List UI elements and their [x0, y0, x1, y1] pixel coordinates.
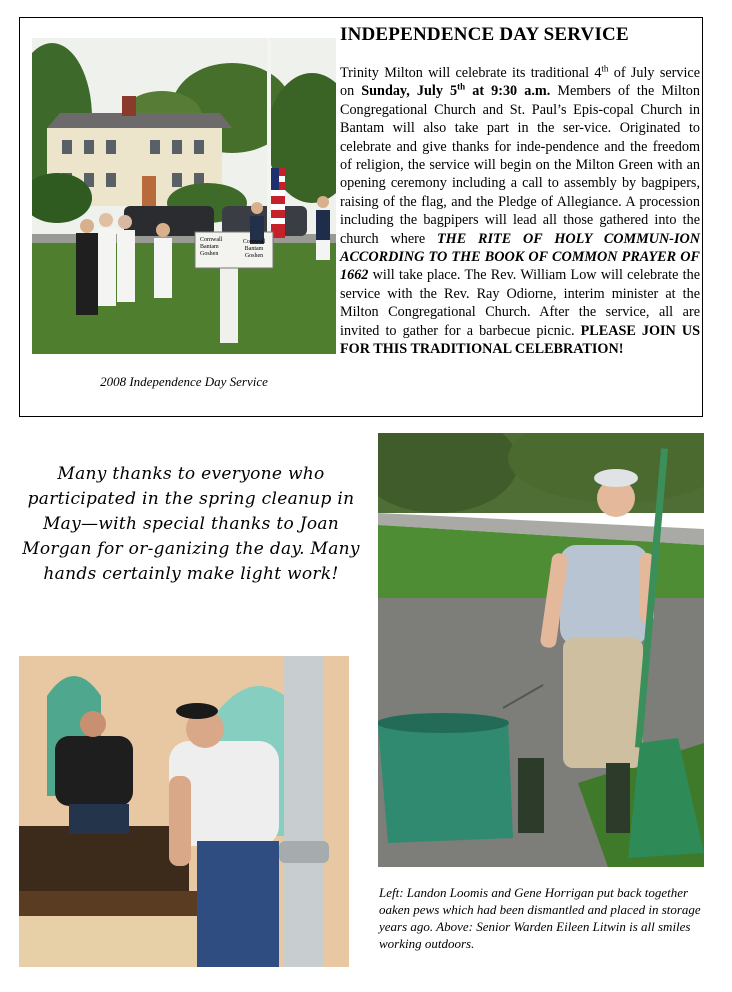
- sign-left-label: Bantam: [200, 244, 219, 250]
- pews-photo: [19, 656, 349, 967]
- sign-label: Cornwall: [242, 239, 266, 245]
- rite-title: THE RITE OF HOLY COMMUN-ION ACCORDING TO THE BOOK OF COMMON PRAYER OF 1662: [340, 230, 700, 284]
- photo-caption: 2008 Independence Day Service: [100, 374, 268, 389]
- photo-caption: Left: Landon Loomis and Gene Horrigan put back together oaken pews which had been dismantled and placed in storage years ago. Above: Senior Warden Eileen Litwin is all smiles working outdoors.: [379, 885, 701, 951]
- body-text: Trinity Milton will celebrate its traditional 4: [340, 65, 602, 81]
- sign-left-column: [200, 237, 223, 258]
- thanks-note: Many thanks to everyone who participated in the spring cleanup in May—with special thanks to Joan Morgan for or-ganizing the day. Many hands certainly make light work!: [22, 464, 360, 584]
- sign-label: Bantam: [244, 246, 264, 252]
- body-text: of July service on: [340, 65, 700, 100]
- invitation: PLEASE JOIN US FOR THIS TRADITIONAL CELEBRATION!: [340, 322, 700, 358]
- superscript: th: [457, 81, 466, 92]
- sign-left-label: Cornwall: [200, 237, 223, 243]
- sign-left-label: Goshen: [200, 251, 219, 257]
- superscript: th: [601, 63, 609, 74]
- service-time: at 9:30 a.m.: [465, 83, 551, 100]
- article: [340, 24, 700, 359]
- senior-warden-photo: [378, 433, 704, 867]
- sign-label: Goshen: [244, 253, 264, 259]
- article-title: INDEPENDENCE DAY SERVICE: [340, 24, 629, 45]
- direction-sign: [198, 235, 272, 265]
- independence-day-photo: [32, 38, 336, 354]
- body-text: Members of the Milton Congregational Church and St. Paul’s Epis-copal Church in Bantam will also take part in the ser-vice. Originated to celebrate and give thanks for inde-pendence and the freedom of religion, the service will begin on the Milton Green with an opening ceremony including a call to assembly by bagpipers, raising of the flag, and the Pledge of Allegiance. A procession including the bagpipers will lead all those gathered into the church where: [340, 83, 700, 247]
- service-date: Sunday, July 5: [361, 83, 458, 100]
- sign-right-column: [236, 239, 272, 260]
- article-body: [340, 64, 700, 359]
- body-text: will take place. The Rev. William Low will celebrate the service with the Rev. Ray Odiorne, interim minister at the Milton Congregational Church. After the service, all are invited to gather for a barbecue picnic.: [340, 267, 700, 339]
